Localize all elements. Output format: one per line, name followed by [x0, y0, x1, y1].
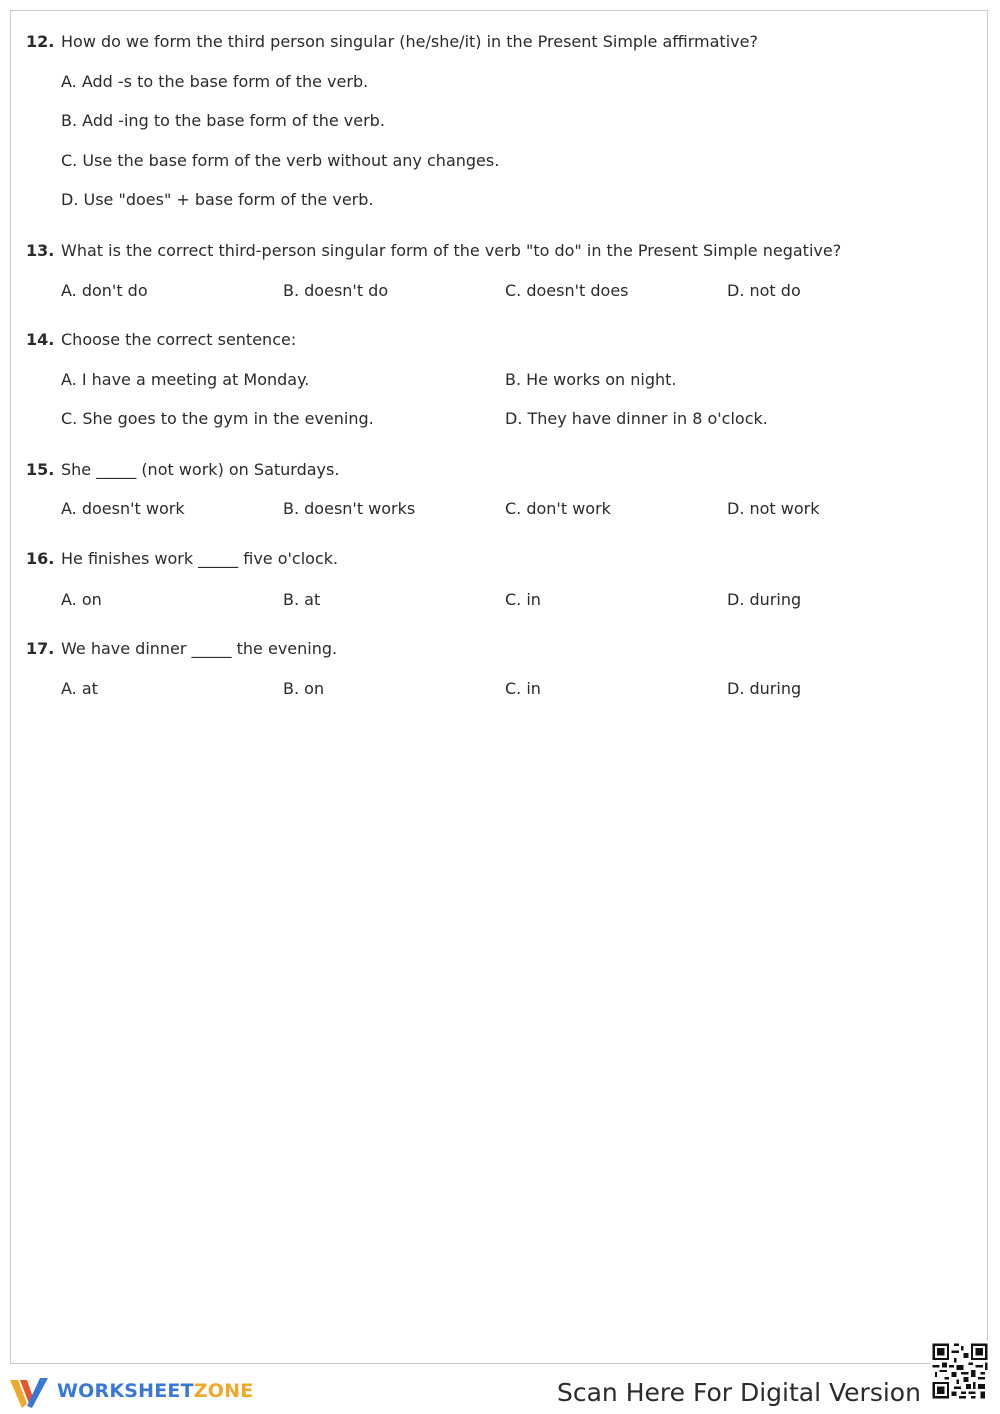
question-14	[26, 330, 966, 440]
option-c[interactable]: C. Use the base form of the verb without any changes.	[61, 151, 500, 170]
option-a[interactable]: A. doesn't work	[61, 499, 185, 518]
worksheetzone-logo-icon	[10, 1376, 52, 1410]
option-c[interactable]: C. in	[505, 590, 541, 609]
question-13	[26, 241, 966, 311]
brand-part-1: WORKSHEET	[57, 1380, 194, 1402]
option-b[interactable]: B. doesn't do	[283, 281, 389, 300]
question-text: He finishes work _____ five o'clock.	[61, 549, 339, 568]
option-c[interactable]: C. She goes to the gym in the evening.	[61, 409, 374, 428]
brand-part-2: ZONE	[193, 1380, 254, 1402]
option-d[interactable]: D. during	[727, 590, 802, 609]
option-b[interactable]: B. He works on night.	[505, 370, 677, 389]
option-b[interactable]: B. Add -ing to the base form of the verb.	[61, 111, 385, 130]
question-text: What is the correct third-person singular form of the verb "to do" in the Present Simple negative?	[61, 241, 842, 260]
question-text: Choose the correct sentence:	[61, 330, 297, 349]
question-number: 13.	[26, 241, 55, 260]
option-d[interactable]: D. They have dinner in 8 o'clock.	[505, 409, 768, 428]
option-d[interactable]: D. not work	[727, 499, 820, 518]
question-16	[26, 549, 966, 619]
question-number: 17.	[26, 639, 55, 658]
option-b[interactable]: B. doesn't works	[283, 499, 416, 518]
question-number: 14.	[26, 330, 55, 349]
option-c[interactable]: C. don't work	[505, 499, 611, 518]
option-d[interactable]: D. during	[727, 679, 802, 698]
question-text: How do we form the third person singular (he/she/it) in the Present Simple affirmative?	[61, 32, 758, 51]
option-c[interactable]: C. doesn't does	[505, 281, 629, 300]
question-12	[26, 32, 966, 222]
question-17	[26, 639, 966, 709]
question-text: She _____ (not work) on Saturdays.	[61, 460, 340, 479]
option-a[interactable]: A. at	[61, 679, 98, 698]
question-number: 15.	[26, 460, 55, 479]
option-a[interactable]: A. don't do	[61, 281, 148, 300]
footer	[0, 1368, 1000, 1414]
option-b[interactable]: B. at	[283, 590, 321, 609]
option-d[interactable]: D. Use "does" + base form of the verb.	[61, 190, 374, 209]
option-d[interactable]: D. not do	[727, 281, 801, 300]
question-15	[26, 460, 966, 530]
question-text: We have dinner _____ the evening.	[61, 639, 338, 658]
scan-text: Scan Here For Digital Version	[557, 1378, 921, 1407]
brand-logo-text	[57, 1380, 253, 1402]
option-a[interactable]: A. on	[61, 590, 102, 609]
question-number: 12.	[26, 32, 55, 51]
qr-code-icon[interactable]	[930, 1340, 990, 1402]
option-a[interactable]: A. I have a meeting at Monday.	[61, 370, 310, 389]
option-b[interactable]: B. on	[283, 679, 325, 698]
question-number: 16.	[26, 549, 55, 568]
option-c[interactable]: C. in	[505, 679, 541, 698]
option-a[interactable]: A. Add -s to the base form of the verb.	[61, 72, 369, 91]
